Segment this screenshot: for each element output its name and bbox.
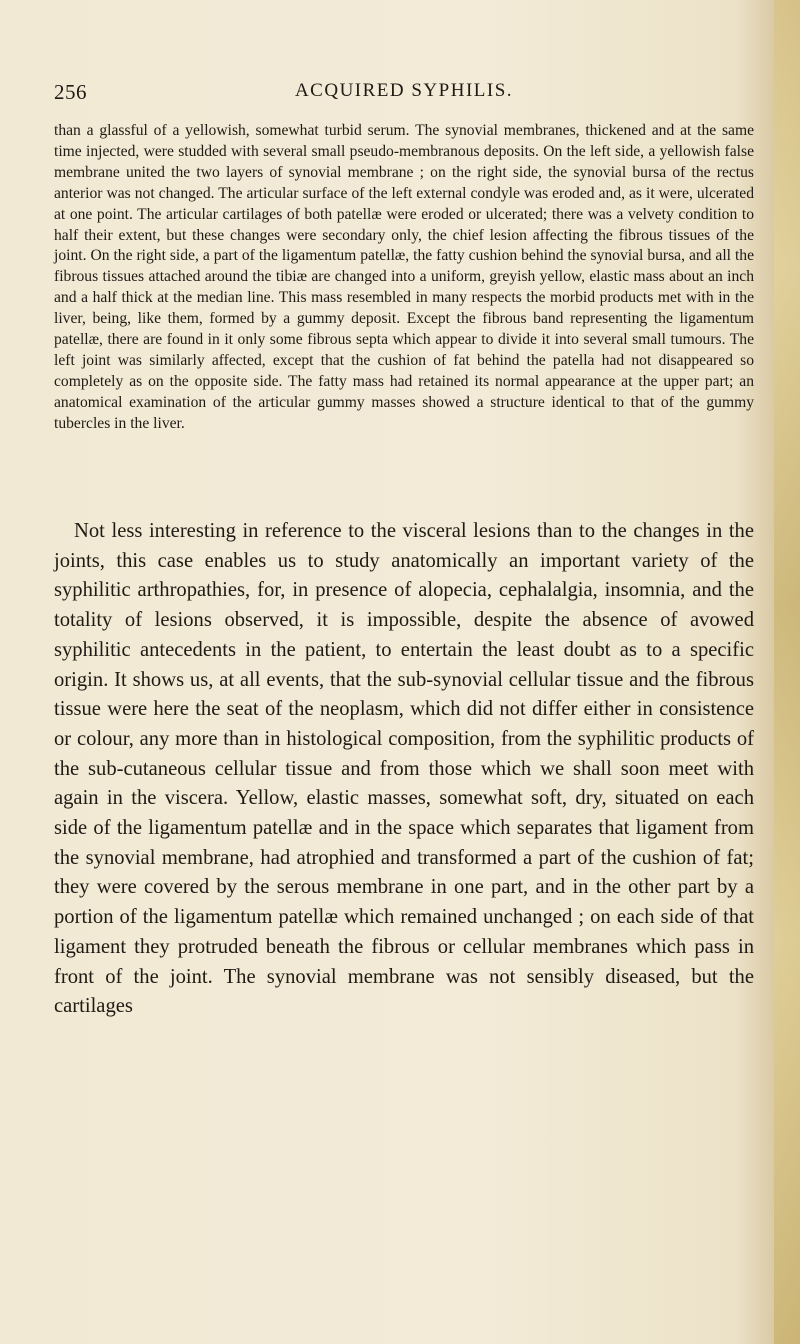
page-number: 256 [54,80,87,104]
page-edge [774,0,800,1344]
paragraph-case-description: than a glassful of a yellowish, somewhat turbid serum. The synovial membranes, thickened and at the same time injected, were studded with several small pseudo-membranous deposits. On the left side, a yellowish false membrane united the two layers of synovial membrane ; on the right side, the synovial bursa of the rectus anterior was not changed. The articular surface of the left external condyle was eroded and, as it were, ulcerated at one point. The articular cartilages of both patellæ were eroded or ulcerated; there was a velvety condition to half their extent, but these changes were secondary only, the chief lesion affecting the fibrous tissues of the joint. On the right side, a part of the ligamentum patellæ, the fatty cushion behind the synovial bursa, and all the fibrous tissues attached around the tibiæ are changed into a uniform, greyish yellow, elastic mass about an inch and a half thick at the median line. This mass resembled in many respects the morbid products met with in the liver, being, like them, formed by a gummy deposit. Except the fibrous band representing the ligamentum patellæ, there are found in it only some fibrous septa which appear to divide it into several small tumours. The left joint was similarly affected, except that the cushion of fat behind the patella had not disappeared so completely as on the opposite side. The fatty mass had retained its normal appearance at the upper part; an anatomical examination of the articular gummy masses showed a structure identical to that of the gummy tubercles in the liver. [54,122,754,432]
page-header [54,80,754,110]
case-report-text [54,121,754,435]
commentary-text [54,517,754,1022]
running-title: ACQUIRED SYPHILIS. [294,80,514,101]
paragraph-commentary: Not less interesting in reference to the visceral lesions than to the changes in the joints, this case enables us to study anatomically an important variety of the syphilitic arthropathies, for, in presence of alopecia, cephalalgia, insomnia, and the totality of lesions observed, it is impossible, despite the absence of avowed syphilitic antecedents in the patient, to entertain the least doubt as to a specific origin. It shows us, at all events, that the sub-synovial cellular tissue and the fibrous tissue were here the seat of the neoplasm, which did not differ either in consistence or colour, any more than in histological composition, from the syphilitic products of the sub-cutaneous cellular tissue and from those which we shall soon meet with again in the viscera. Yellow, elastic masses, somewhat soft, dry, situated on each side of the ligamentum patellæ and in the space which separates that ligament from the synovial membrane, had atrophied and transformed a part of the cushion of fat; they were covered by the serous membrane in one part, and in the other part by a portion of the ligamentum patellæ which remained unchanged ; on each side of that ligament they protruded beneath the fibrous or cellular membranes which pass in front of the joint. The synovial membrane was not sensibly diseased, but the cartilages [54,520,754,1018]
